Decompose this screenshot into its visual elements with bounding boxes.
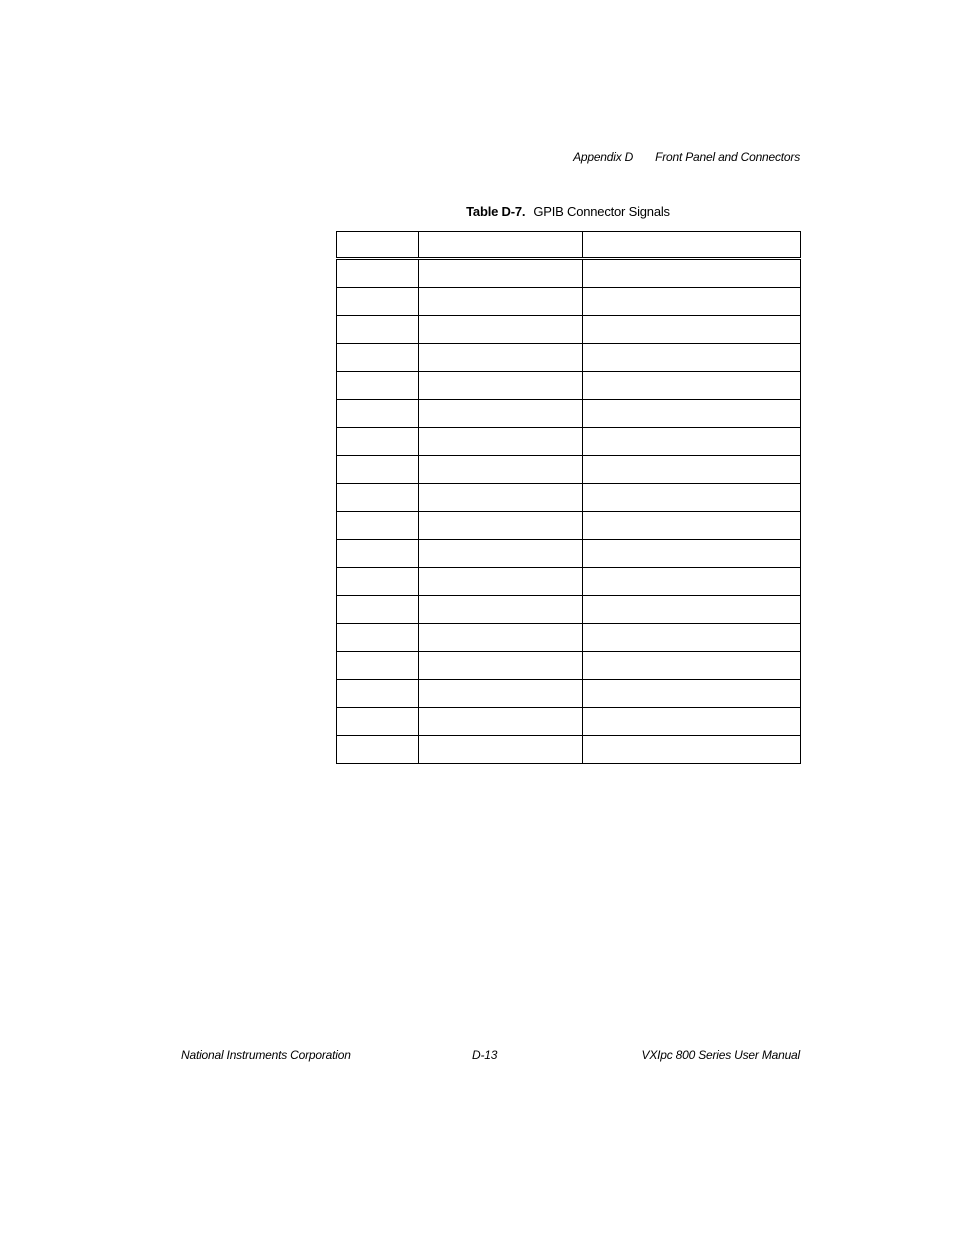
table-cell xyxy=(419,512,583,540)
table-row xyxy=(337,456,801,484)
table-cell xyxy=(419,736,583,764)
table-cell xyxy=(419,596,583,624)
table-cell xyxy=(419,428,583,456)
table-row xyxy=(337,624,801,652)
running-header xyxy=(573,150,800,164)
table-cell xyxy=(583,680,801,708)
table-cell xyxy=(419,316,583,344)
table-cell xyxy=(583,512,801,540)
table-cell xyxy=(337,456,419,484)
table-row xyxy=(337,372,801,400)
table-row xyxy=(337,708,801,736)
table-row xyxy=(337,484,801,512)
table-cell xyxy=(583,568,801,596)
table-cell xyxy=(583,708,801,736)
table-cell xyxy=(583,259,801,288)
table-cell xyxy=(583,400,801,428)
table-cell xyxy=(337,708,419,736)
table-row xyxy=(337,596,801,624)
table-cell xyxy=(419,372,583,400)
table-cell xyxy=(419,456,583,484)
table-cell xyxy=(419,652,583,680)
table-cell xyxy=(419,540,583,568)
table-cell xyxy=(419,624,583,652)
table-cell xyxy=(583,372,801,400)
column-header xyxy=(419,232,583,259)
table-cell xyxy=(583,316,801,344)
table-cell xyxy=(419,344,583,372)
table-cell xyxy=(583,596,801,624)
table-row xyxy=(337,652,801,680)
table-row xyxy=(337,288,801,316)
table-cell xyxy=(337,540,419,568)
table-cell xyxy=(583,624,801,652)
table-cell xyxy=(419,680,583,708)
footer-manual-title: VXIpc 800 Series User Manual xyxy=(641,1048,800,1062)
table-caption xyxy=(336,204,800,219)
table-cell xyxy=(337,316,419,344)
column-header xyxy=(583,232,801,259)
table-row xyxy=(337,400,801,428)
table-body xyxy=(337,259,801,764)
table-cell xyxy=(419,400,583,428)
table-cell xyxy=(583,652,801,680)
table-cell xyxy=(337,624,419,652)
table-cell xyxy=(337,372,419,400)
column-header xyxy=(337,232,419,259)
table-cell xyxy=(337,512,419,540)
table-row xyxy=(337,344,801,372)
table-cell xyxy=(337,596,419,624)
table-cell xyxy=(583,456,801,484)
header-chapter: Front Panel and Connectors xyxy=(655,150,800,164)
footer-company: National Instruments Corporation xyxy=(181,1048,351,1062)
table-cell xyxy=(583,736,801,764)
table-cell xyxy=(337,680,419,708)
table-cell xyxy=(337,428,419,456)
table-cell xyxy=(337,484,419,512)
table-row xyxy=(337,540,801,568)
table-caption-label: Table D-7. xyxy=(466,204,526,219)
table-cell xyxy=(583,428,801,456)
table-cell xyxy=(337,400,419,428)
table-row xyxy=(337,512,801,540)
table-row xyxy=(337,428,801,456)
table-row xyxy=(337,736,801,764)
table-cell xyxy=(337,259,419,288)
table-cell xyxy=(583,540,801,568)
header-section: Appendix D xyxy=(573,150,634,164)
table-cell xyxy=(583,344,801,372)
table-cell xyxy=(337,568,419,596)
gpib-connector-signals-table xyxy=(336,231,801,764)
table-row xyxy=(337,680,801,708)
table-cell xyxy=(419,288,583,316)
footer-page-number: D-13 xyxy=(472,1048,498,1062)
table-row xyxy=(337,568,801,596)
table-cell xyxy=(337,288,419,316)
table-cell xyxy=(337,736,419,764)
table-cell xyxy=(583,484,801,512)
table-cell xyxy=(583,288,801,316)
table-cell xyxy=(419,259,583,288)
table-row xyxy=(337,316,801,344)
table-cell xyxy=(337,344,419,372)
table-row xyxy=(337,259,801,288)
table-cell xyxy=(337,652,419,680)
table-cell xyxy=(419,484,583,512)
table-cell xyxy=(419,708,583,736)
table-cell xyxy=(419,568,583,596)
table-caption-title: GPIB Connector Signals xyxy=(533,204,670,219)
table-header-row xyxy=(337,232,801,259)
